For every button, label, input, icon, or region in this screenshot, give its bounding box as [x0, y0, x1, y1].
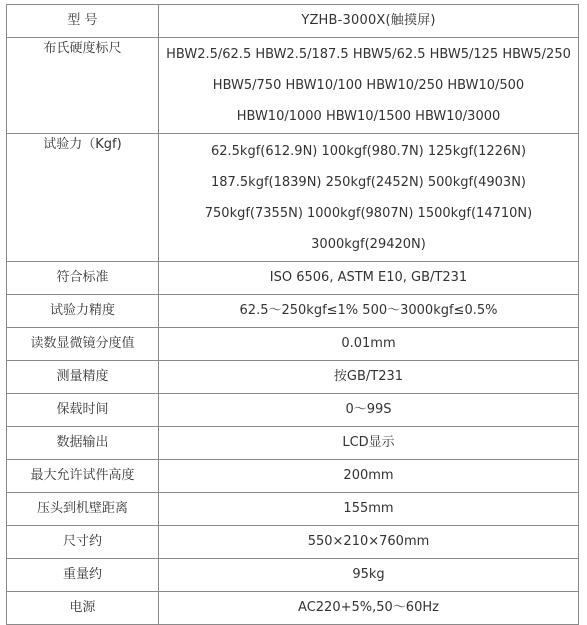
row-label: 重量约 — [7, 559, 159, 592]
force-line: 62.5kgf(612.9N) 100kgf(980.7N) 125kgf(1226N) — [210, 143, 527, 159]
row-label: 数据输出 — [7, 427, 159, 460]
row-value — [159, 134, 579, 262]
scale-line: HBW2.5/62.5 HBW2.5/187.5 HBW5/62.5 HBW5/125 HBW5/250 — [166, 47, 571, 62]
row-value: AC220+5%,50～60Hz — [159, 592, 579, 625]
table-row-max-height — [7, 460, 579, 493]
row-label: 尺寸约 — [7, 526, 159, 559]
table-row-standard — [7, 262, 579, 295]
row-label: 保载时间 — [7, 394, 159, 427]
table-row-model — [7, 5, 579, 38]
table-row-indenter-distance — [7, 493, 579, 526]
row-label: 符合标准 — [7, 262, 159, 295]
row-value: 0.01mm — [159, 328, 579, 361]
row-value: LCD显示 — [159, 427, 579, 460]
force-line: 3000kgf(29420N) — [311, 236, 426, 252]
spec-table — [6, 4, 579, 625]
row-label: 测量精度 — [7, 361, 159, 394]
row-label: 布氏硬度标尺 — [7, 38, 159, 134]
row-value: 550×210×760mm — [159, 526, 579, 559]
row-value: 62.5～250kgf≤1% 500～3000kgf≤0.5% — [159, 295, 579, 328]
row-value: 0～99S — [159, 394, 579, 427]
table-row-dimensions — [7, 526, 579, 559]
row-value: YZHB-3000X(触摸屏) — [159, 5, 579, 38]
table-row-data-output — [7, 427, 579, 460]
table-row-dwell-time — [7, 394, 579, 427]
force-line: 187.5kgf(1839N) 250kgf(2452N) 500kgf(4903N) — [210, 174, 527, 190]
row-label: 型 号 — [7, 5, 159, 38]
scale-line: HBW5/750 HBW10/100 HBW10/250 HBW10/500 — [212, 78, 525, 93]
row-label: 试验力精度 — [7, 295, 159, 328]
table-row-measure-accuracy — [7, 361, 579, 394]
table-row-test-force — [7, 134, 579, 262]
scale-line: HBW10/1000 HBW10/1500 HBW10/3000 — [236, 109, 501, 124]
force-line: 750kgf(7355N) 1000kgf(9807N) 1500kgf(14710N) — [204, 205, 533, 221]
row-label: 读数显微镜分度值 — [7, 328, 159, 361]
row-value: 155mm — [159, 493, 579, 526]
table-row-microscope-division — [7, 328, 579, 361]
row-value — [159, 38, 579, 134]
row-label: 压头到机壁距离 — [7, 493, 159, 526]
row-value: ISO 6506, ASTM E10, GB/T231 — [159, 262, 579, 295]
row-value: 按GB/T231 — [159, 361, 579, 394]
row-label: 电源 — [7, 592, 159, 625]
table-row-weight — [7, 559, 579, 592]
row-label: 试验力（Kgf) — [7, 134, 159, 262]
table-row-hardness-scales — [7, 38, 579, 134]
row-label: 最大允许试件高度 — [7, 460, 159, 493]
table-row-force-accuracy — [7, 295, 579, 328]
row-value: 200mm — [159, 460, 579, 493]
row-value: 95kg — [159, 559, 579, 592]
